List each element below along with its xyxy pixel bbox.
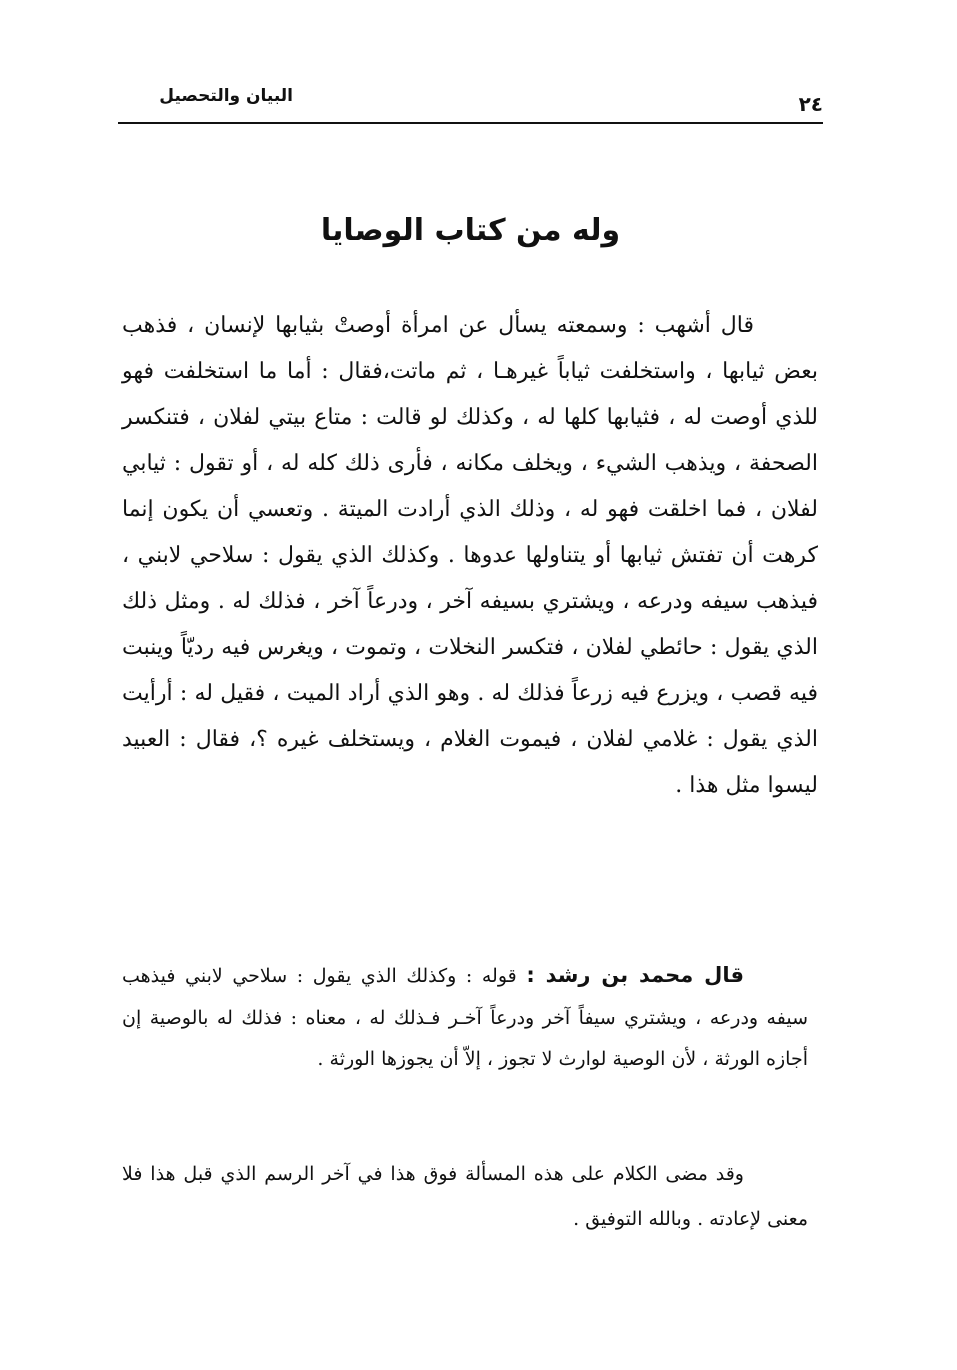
book-title: البيان والتحصيل (159, 86, 293, 106)
section-heading: وله من كتاب الوصايا (320, 213, 621, 248)
page-number: ٢٤ (798, 92, 823, 116)
closing-paragraph-text: وقد مضى الكلام على هذه المسألة فوق هذا في آخر الرسم الذي قبل هذا فلا معنى لإعادته . وبالله التوفيق . (122, 1163, 808, 1230)
commentary-speaker: قال محمد بن رشد : (526, 963, 745, 987)
running-header (118, 78, 823, 124)
commentary-paragraph (122, 955, 808, 1081)
commentary-text: قوله : وكذلك الذي يقول : سلاحي لابني فيذهب سيفه ودرعه ، ويشتري سيفاً آخر ودرعاً آخـر فـذلك له ، معناه : فذلك له بالوصية إن أجازه الورثة ، لأن الوصية لوارث لا تجوز ، إلاّ أن يجوزها الورثة . (122, 965, 808, 1070)
closing-paragraph (122, 1152, 808, 1242)
main-paragraph (122, 303, 818, 809)
main-paragraph-text: قال أشهب : وسمعته يسأل عن امرأة أوصتْ بثيابها لإنسان ، فذهب بعض ثيابها ، واستخلفت ثياباً غيرهـا ، ثم ماتت،فقال : أما ما استخلفت فهو للذي أوصت له ، فثيابها كلها له ، وكذلك لو قالت : متاع بيتي لفلان ، فتنكسر الصحفة ، ويذهب الشيء ، ويخلف مكانه ، فأرى ذلك كله له ، أو تقول : ثيابي لفلان ، فما اخلقت فهو له ، وذلك الذي أرادت الميتة . وتعسي أن يكون إنما كرهت أن تفتش ثيابها أو يتناولها عدوها . وكذلك الذي يقول : سلاحي لابني ، فيذهب سيفه ودرعه ، ويشتري بسيفه آخر ، ودرعاً آخر ، فذلك له . ومثل ذلك الذي يقول : حائطي لفلان ، فتكسر النخلات ، وتموت ، ويغرس فيه رديّاً وينبت فيه قصب ، ويزرع فيه زرعاً فذلك له . وهو الذي أراد الميت ، فقيل له : أرأيت الذي يقول : غلامي لفلان ، فيموت الغلام ، ويستخلف غيره ؟، فقال : العبيد ليسوا مثل هذا . (122, 313, 818, 798)
